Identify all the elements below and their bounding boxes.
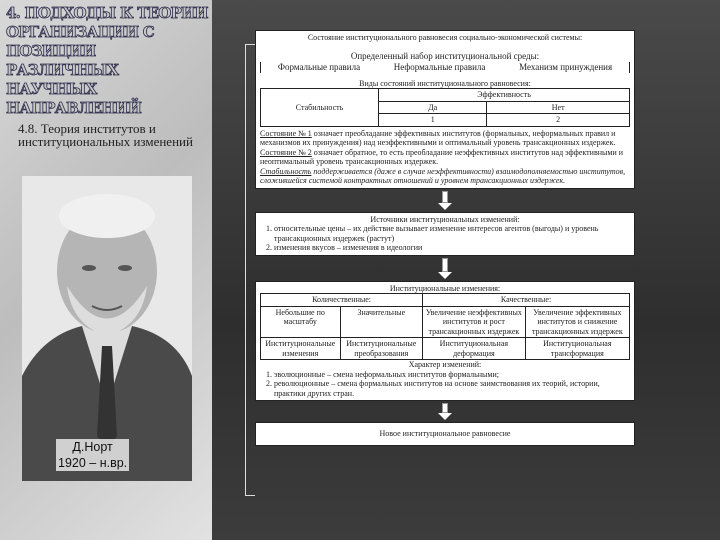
slide-subtitle: 4.8. Теория институтов и институциональных изменений (18, 121, 193, 149)
down-arrow-icon (438, 403, 452, 420)
group-qualitative: Качественные: (423, 294, 630, 307)
state1-text: означает преобладание эффективных институтов (формальных, неформальных правил и механизмов их принуждения) над неэффективными и оптимальный уровень трансакционных издержек. (260, 128, 616, 147)
equilibrium-box (255, 30, 635, 189)
slide-left-panel (0, 0, 212, 540)
types-heading: Виды состояний институционального равновесия: (359, 78, 531, 88)
source-item: 2. изменения вкусов – изменения в идеологии (274, 243, 630, 253)
portrait-photo (22, 176, 192, 481)
row-label: Стабильность (261, 89, 379, 127)
photo-caption (56, 439, 129, 471)
cell: Институциональная деформация (423, 338, 526, 360)
character-item: 2. революционные – смена формальных институтов на основе заимствования их теорий, истории, практики других стран. (274, 379, 630, 398)
col-no: Нет (487, 101, 630, 114)
cell: Институциональные изменения (261, 338, 341, 360)
state2-text: означает обратное, то есть преобладание неэффективных институтов над эффективными и неоптимальный уровень трансакционных издержек. (260, 147, 624, 166)
group-quantitative: Количественные: (261, 294, 423, 307)
sources-heading: Источники институциональных изменений: (370, 214, 520, 224)
cell: Увеличение неэффективных институтов и рост трансакционных издержек (423, 306, 526, 338)
cell: 2 (487, 114, 630, 127)
component: Формальные правила (277, 61, 361, 72)
state2-label: Состояние № 2 (260, 147, 312, 157)
caption-name: Д.Норт (72, 440, 113, 454)
down-arrow-icon (438, 258, 452, 279)
equilibrium-heading: Состояние институционального равновесия социально-экономической системы: (307, 33, 583, 42)
new-equilibrium-box (255, 422, 635, 446)
character-item: 1. эволюционные – смена неформальных институтов формальными; (274, 370, 630, 380)
component: Механизм принуждения (519, 61, 613, 72)
feedback-line-bottom (245, 495, 255, 496)
source-item: 1. относительные цены – их действие вызывает изменение интересов агентов (выгоды) и уровень трансакционных издержек (растут) (274, 224, 630, 243)
changes-heading: Институциональные изменения: (389, 283, 501, 293)
cell: Значительные (340, 306, 423, 338)
caption-years: 1920 – н.вр. (58, 456, 128, 470)
cell: Небольшие по масштабу (261, 306, 341, 338)
feedback-line-top (245, 44, 255, 45)
feedback-line (245, 44, 246, 496)
sources-box (255, 212, 635, 256)
changes-box (255, 281, 635, 402)
stability-text: поддерживается (даже в случае неэффективности) взаимодополняемостью институтов, сложившейся системой контрактных отношений и уровнем трансакционных издержек. (260, 166, 626, 185)
stability-label: Стабильность (260, 166, 312, 176)
cell: Увеличение эффективных институтов и снижение трансакционных издержек (525, 306, 629, 338)
down-arrow-icon (438, 191, 452, 210)
state1-label: Состояние № 1 (260, 128, 312, 138)
cell: Институциональная трансформация (525, 338, 629, 360)
cell: 1 (379, 114, 487, 127)
character-heading: Характер изменений: (408, 360, 482, 369)
component: Неформальные правила (393, 61, 486, 72)
changes-table (260, 293, 630, 360)
set-heading: Определенный набор институциональной среды: (350, 50, 540, 61)
col-yes: Да (379, 101, 487, 114)
col-group: Эффективность (379, 89, 630, 102)
cell: Институциональные преобразования (340, 338, 423, 360)
components-row (260, 62, 630, 73)
new-equilibrium-text: Новое институциональное равновесие (379, 429, 511, 438)
equilibrium-table (260, 88, 630, 127)
diagram-flow (255, 30, 635, 446)
slide-title: 4. ПОДХОДЫ К ТЕОРИИ ОРГАНИЗАЦИИ С ПОЗИЦИИ РАЗЛИЧНЫХ НАУЧНЫХ НАПРАВЛЕНИЙ (6, 4, 208, 117)
